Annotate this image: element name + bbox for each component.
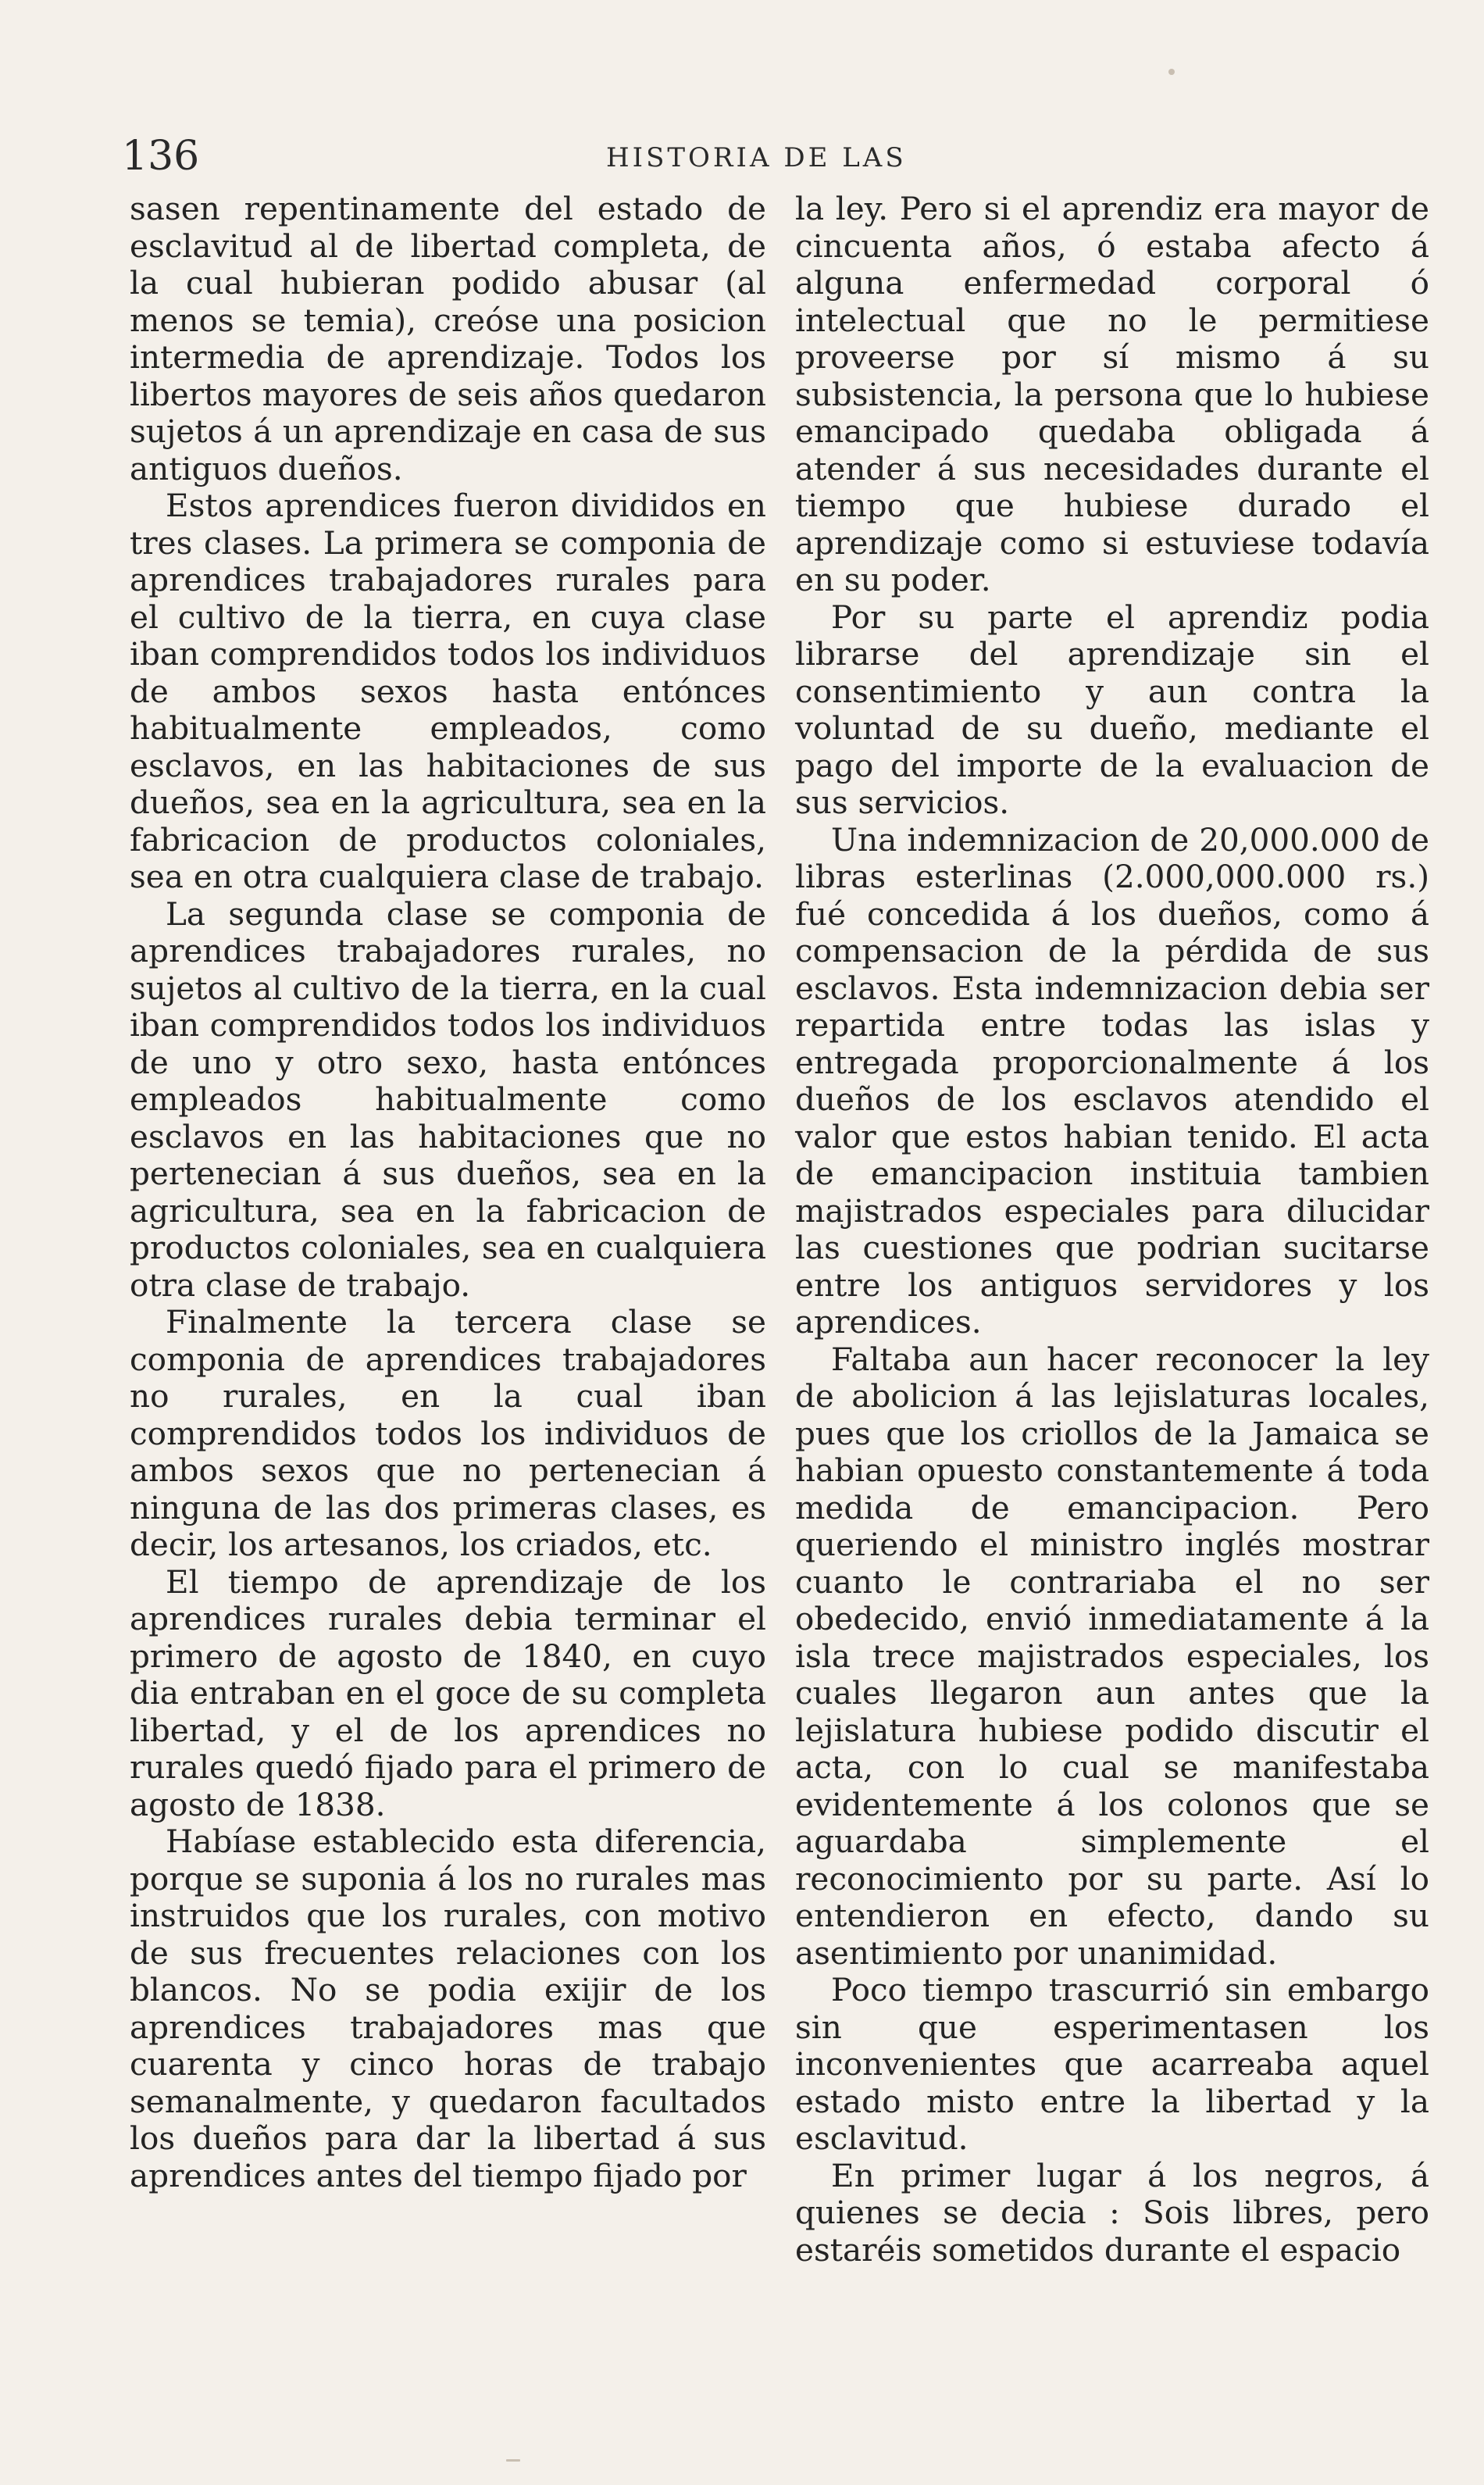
left-text-column [130, 191, 766, 2194]
right-text-column [795, 191, 1429, 2269]
running-head [122, 134, 1418, 181]
paper-speck [1168, 69, 1175, 75]
page-number: 136 [122, 133, 200, 180]
paragraph: Estos aprendices fueron divididos en tres clases. La primera se componia de aprendices trabajadores rurales para el cultivo de la tierra, en cuya clase iban comprendidos todos los individuos de ambos sexos hasta entónces habitualmente empleados, como esclavos, en las habitaciones de sus dueños, sea en la agricultura, sea en la fabricacion de productos coloniales, sea en otra cualquiera clase de trabajo. [130, 487, 766, 895]
paragraph: El tiempo de aprendizaje de los aprendices rurales debia terminar el primero de agosto de 1840, en cuyo dia entraban en el goce de su completa libertad, y el de los aprendices no rurales quedó fijado para el primero de agosto de 1838. [130, 1562, 766, 1823]
paragraph: Poco tiempo trascurrió sin embargo sin que esperimentasen los inconvenientes que acarreaba aquel estado misto entre la libertad y la esclavitud. [795, 1971, 1429, 2157]
paragraph: Por su parte el aprendiz podia librarse del aprendizaje sin el consentimiento y aun contra la voluntad de su dueño, mediante el pago del importe de la evaluacion de sus servicios. [795, 598, 1429, 821]
paragraph: Finalmente la tercera clase se componia de aprendices trabajadores no rurales, en la cual iban comprendidos todos los individuos de ambos sexos que no pertenecian á ninguna de las dos primeras clases, es decir, los artesanos, los criados, etc. [130, 1303, 766, 1563]
paragraph: sasen repentinamente del estado de esclavitud al de libertad completa, de la cual hubieran podido abusar (al menos se temia), creóse una posicion intermedia de aprendizaje. Todos los libertos mayores de seis años quedaron sujetos á un aprendizaje en casa de sus antiguos dueños. [130, 190, 766, 487]
paragraph: la ley. Pero si el aprendiz era mayor de cincuenta años, ó estaba afecto á alguna enfermedad corporal ó intelectual que no le permitiese proveerse por sí mismo á su subsistencia, la persona que lo hubiese emancipado quedaba obligada á atender á sus necesidades durante el tiempo que hubiese durado el aprendizaje como si estuviese todavía en su poder. [795, 190, 1429, 598]
paragraph: En primer lugar á los negros, á quienes se decia : Sois libres, pero estaréis sometidos durante el espacio [795, 2156, 1429, 2269]
paragraph: Una indemnizacion de 20,000.000 de libras esterlinas (2.000,000.000 rs.) fué concedida á los dueños, como á compensacion de la pérdida de sus esclavos. Esta indemnizacion debia ser repartida entre todas las islas y entregada proporcionalmente á los dueños de los esclavos atendido el valor que estos habian tenido. El acta de emancipacion instituia tambien majistrados especiales para dilucidar las cuestiones que podrian sucitarse entre los antiguos servidores y los aprendices. [795, 820, 1429, 1341]
paragraph: Faltaba aun hacer reconocer la ley de abolicion á las lejislaturas locales, pues que los criollos de la Jamaica se habian opuesto constantemente á toda medida de emancipacion. Pero queriendo el ministro inglés mostrar cuanto le contrariaba el no ser obedecido, envió inmediatamente á la isla trece majistrados especiales, los cuales llegaron aun antes que la lejislatura hubiese podido discutir el acta, con lo cual se manifestaba evidentemente á los colonos que se aguardaba simplemente el reconocimiento por su parte. Así lo entendieron en efecto, dando su asentimiento por unanimidad. [795, 1340, 1429, 1972]
running-title: HISTORIA DE LAS [606, 142, 907, 173]
paper-speck [506, 2459, 520, 2462]
paragraph: Habíase establecido esta diferencia, porque se suponia á los no rurales mas instruidos que los rurales, con motivo de sus frecuentes relaciones con los blancos. No se podia exijir de los aprendices trabajadores mas que cuarenta y cinco horas de trabajo semanalmente, y quedaron facultados los dueños para dar la libertad á sus aprendices antes del tiempo fijado por [130, 1823, 766, 2194]
paragraph: La segunda clase se componia de aprendices trabajadores rurales, no sujetos al cultivo de la tierra, en la cual iban comprendidos todos los individuos de uno y otro sexo, hasta entónces empleados habitualmente como esclavos en las habitaciones que no pertenecian á sus dueños, sea en la agricultura, sea en la fabricacion de productos coloniales, sea en cualquiera otra clase de trabajo. [130, 894, 766, 1304]
